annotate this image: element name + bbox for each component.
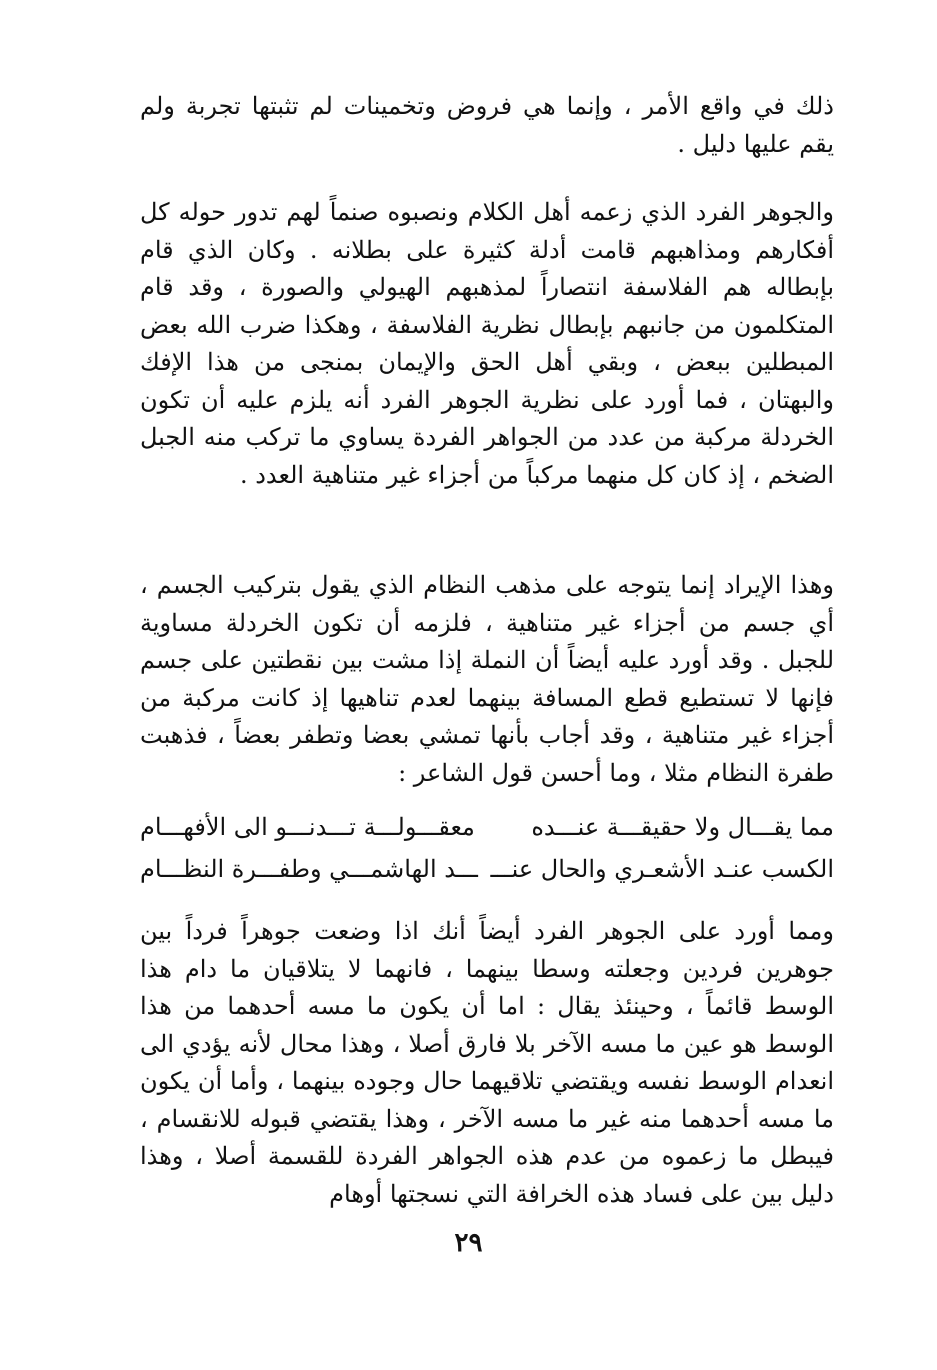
- paragraph-3: وهذا الإيراد إنما يتوجه على مذهب النظام الذي يقول بتركيب الجسم ، أي جسم من أجزاء غير متناهية ، فلزمه أن تكون الخردلة مساوية للجبل . وقد أورد عليه أيضاً أن النملة إذا مشت بين نقطتين على جسم فإنها لا تستطيع قطع المسافة بينهما لعدم تناهيها إذ كانت مركبة من أجزاء غير متناهية ، وقد أجاب بأنها تمشي بعضا وتطفر بعضاً ، فذهبت طفرة النظام مثلا ، وما أحسن قول الشاعر :: [140, 571, 835, 787]
- paragraph-2: والجوهر الفرد الذي زعمه أهل الكلام ونصبوه صنماً لهم تدور حوله كل أفكارهم ومذاهبهم قامت أدلة كثيرة على بطلانه . وكان الذي قام بإبطاله هم الفلاسفة انتصاراً لمذهبهم الهيولي والصورة ، وقد قام المتكلمون من جانبهم بإبطال نظرية الفلاسفة ، وهكذا ضرب الله بعض المبطلين ببعض ، وبقي أهل الحق والإيمان بمنجى من هذا الإفك والبهتان ، فما أورد على نظرية الجوهر الفرد أنه يلزم عليه أن تكون الخردلة مركبة من عدد من الجواهر الفردة يساوي ما تركب منه الجبل الضخم ، إذ كان كل منهما مركباً من أجزاء غير متناهية العدد .: [140, 198, 835, 489]
- poem-verse-1: [140, 806, 834, 848]
- poem: [140, 806, 834, 890]
- poem-verse-2: [140, 848, 834, 890]
- verse-2-first-hemistich: الكسب عنـد الأشعـري والحال عنـــ: [490, 855, 834, 883]
- paragraph-1: ذلك في واقع الأمر ، وإنما هي فروض وتخمينات لم تثبتها تجربة ولم يقم عليها دليل .: [140, 92, 834, 158]
- verse-1-second-hemistich: معقـــولـــة تـــدنـــو الى الأفهـــام: [140, 813, 475, 841]
- verse-2-second-hemistich: ـــد الهاشمـــي وطفـــرة النظـــام: [140, 855, 478, 883]
- verse-1-first-hemistich: مما يقـــال ولا حقيقـــة عنـــده: [531, 813, 834, 841]
- paragraph-4: ومما أورد على الجوهر الفرد أيضاً أنك اذا وضعت جوهراً فرداً بين جوهرين فردين وجعلته وسطا بينهما ، فانهما لا يتلاقيان ما دام هذا الوسط قائماً ، وحينئذ يقال : اما أن يكون ما مسه أحدهما من هذا الوسط هو عين ما مسه الآخر بلا فارق أصلا ، وهذا محال لأنه يؤدي الى انعدام الوسط نفسه ويقتضي تلاقيهما حال وجوده بينهما ، وأما أن يكون ما مسه أحدهما منه غير ما مسه الآخر ، وهذا يقتضي قبوله للانقسام ، فيبطل ما زعموه من عدم هذه الجواهر الفردة للقسمة أصلا ، وهذا دليل بين على فساد هذه الخرافة التي نسجتها أوهام: [140, 917, 834, 1208]
- page-number: ٢٩: [454, 1228, 483, 1258]
